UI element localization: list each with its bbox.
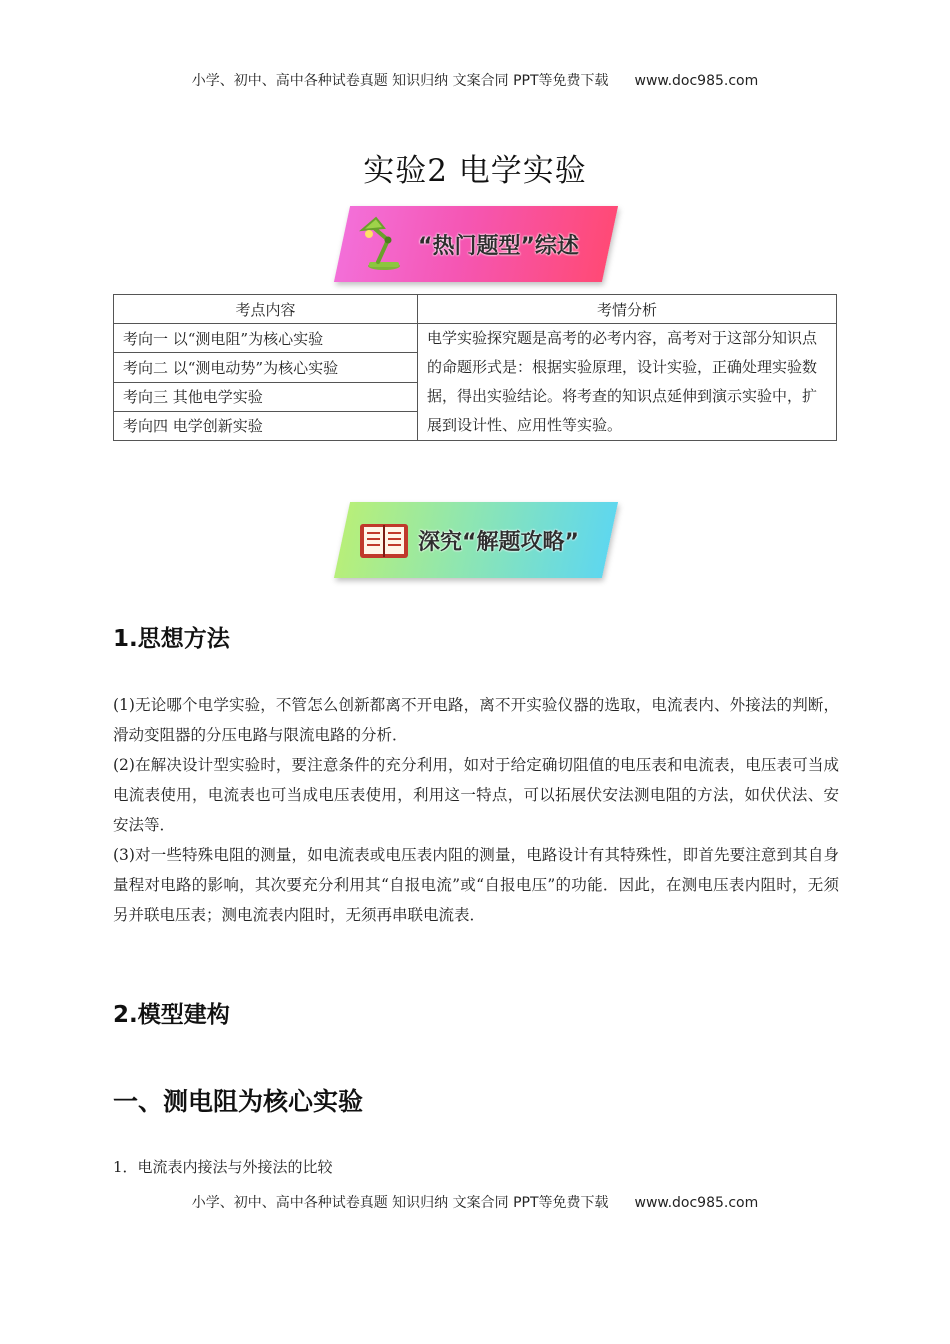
page-footer bbox=[0, 1192, 950, 1212]
exam-points-table bbox=[113, 294, 837, 441]
banner-hot-text: “热门题型”综述 bbox=[418, 233, 579, 259]
list-item-ammeter-connection: 1．电流表内接法与外接法的比较 bbox=[113, 1158, 333, 1176]
open-book-icon bbox=[356, 510, 412, 570]
table-row-1: 考向一 以“测电阻”为核心实验 bbox=[114, 324, 418, 353]
header-text: 小学、初中、高中各种试卷真题 知识归纳 文案合同 PPT等免费下载 bbox=[191, 73, 609, 89]
footer-site[interactable]: www.doc985.com bbox=[634, 1195, 759, 1211]
page-title: 实验2 电学实验 bbox=[363, 153, 587, 189]
methods-paragraph-3: (3)对一些特殊电阻的测量，如电流表或电压表内阻的测量，电路设计有其特殊性，即首先要注意到其自身量程对电路的影响，其次要充分利用其“自报电流”或“自报电压”的功能．因此，在测电压表内阻时，无须另并联电压表；测电流表内阻时，无须再串联电流表． bbox=[113, 846, 839, 924]
banner-study-strategy bbox=[334, 502, 618, 578]
table-header-content: 考点内容 bbox=[114, 295, 418, 324]
table-header-analysis: 考情分析 bbox=[418, 295, 837, 324]
section-heading-model: 2.模型建构 bbox=[113, 1002, 230, 1028]
page-header bbox=[0, 70, 950, 90]
table-analysis: 电学实验探究题是高考的必考内容，高考对于这部分知识点的命题形式是：根据实验原理，设计实验，正确处理实验数据，得出实验结论。将考查的知识点延伸到演示实验中，扩展到设计性、应用性等实验。 bbox=[418, 324, 837, 441]
desk-lamp-icon bbox=[356, 214, 412, 274]
methods-paragraph-2: (2)在解决设计型实验时，要注意条件的充分利用，如对于给定确切阻值的电压表和电流表，电压表可当成电流表使用，电流表也可当成电压表使用，利用这一特点，可以拓展伏安法测电阻的方法，如伏伏法、安安法等． bbox=[113, 756, 839, 834]
footer-text: 小学、初中、高中各种试卷真题 知识归纳 文案合同 PPT等免费下载 bbox=[191, 1195, 609, 1211]
table-row-4: 考向四 电学创新实验 bbox=[114, 411, 418, 440]
banner-study-text: 深究“解题攻略” bbox=[418, 529, 579, 555]
table-row-3: 考向三 其他电学实验 bbox=[114, 382, 418, 411]
table-row-2: 考向二 以“测电动势”为核心实验 bbox=[114, 353, 418, 382]
section-heading-methods: 1.思想方法 bbox=[113, 626, 230, 652]
methods-paragraph-1: (1)无论哪个电学实验，不管怎么创新都离不开电路，离不开实验仪器的选取，电流表内、外接法的判断，滑动变阻器的分压电路与限流电路的分析． bbox=[113, 696, 839, 744]
methods-paragraphs bbox=[113, 690, 839, 930]
header-site[interactable]: www.doc985.com bbox=[634, 73, 759, 89]
section-heading-resistance: 一、测电阻为核心实验 bbox=[113, 1087, 364, 1116]
banner-hot-topics bbox=[334, 206, 618, 282]
